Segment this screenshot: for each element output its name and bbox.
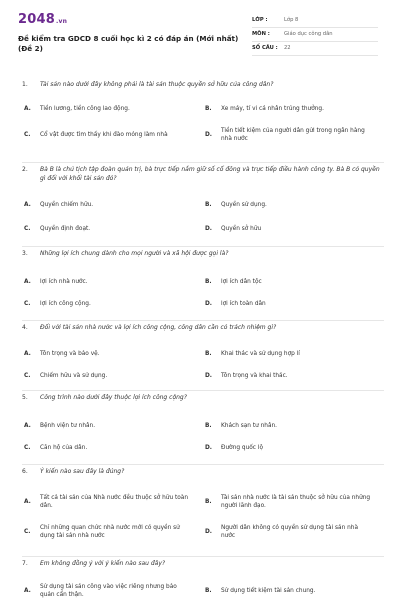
- answer-option-d[interactable]: [203, 293, 384, 315]
- meta-row-count: [252, 42, 378, 56]
- question-list: [22, 79, 384, 600]
- question-number: 1.: [22, 81, 28, 88]
- answer-option-d[interactable]: [203, 517, 384, 547]
- option-text: Tiền lương, tiền công lao động.: [40, 105, 130, 112]
- option-letter: A.: [24, 350, 31, 357]
- option-text: Quyền sử dụng.: [221, 202, 267, 208]
- meta-value[interactable]: Lớp 8: [284, 17, 299, 23]
- option-letter: B.: [205, 498, 212, 505]
- option-text: Bệnh viện tư nhân.: [40, 422, 96, 429]
- question-text: Bà B là chủ tịch tập đoàn quản trị, bà trực tiếp nắm giữ số cổ đông và trực tiếp điều hành công ty. Bà B có quyền gì đối với khối tài sản đó?: [40, 166, 380, 182]
- option-text: Đường quốc lộ: [221, 444, 263, 451]
- answer-option-b[interactable]: [203, 343, 384, 365]
- question-5: [22, 391, 384, 465]
- option-letter: A.: [24, 587, 31, 594]
- meta-row-subject: [252, 28, 378, 42]
- option-text: Quyền định đoạt.: [40, 226, 91, 232]
- option-text: lợi ích nhà nước.: [40, 278, 88, 285]
- option-text: Tài sản nhà nước là tài sản thuộc sở hữu của những người lãnh đạo.: [221, 494, 371, 509]
- meta-value[interactable]: Giáo dục công dân: [284, 31, 333, 37]
- option-text: Tất cả tài sản của Nhà nước đều thuộc sở hữu toàn dân.: [40, 494, 189, 509]
- option-letter: D.: [205, 300, 213, 307]
- logo-sub: .vn: [55, 18, 68, 25]
- answer-option-a[interactable]: [22, 487, 203, 517]
- option-letter: D.: [205, 226, 213, 232]
- option-letter: D.: [205, 444, 213, 451]
- question-number: 7.: [22, 560, 28, 567]
- answer-option-b[interactable]: [203, 579, 384, 600]
- question-3: [22, 247, 384, 321]
- question-text: Em không đồng ý với ý kiến nào sau đây?: [40, 560, 166, 567]
- question-text: Đối với tài sản nhà nước và lợi ích công cộng, công dân cần có trách nhiệm gì?: [40, 324, 277, 331]
- question-number: 3.: [22, 250, 28, 257]
- page-title: Đề kiểm tra GDCD 8 cuối học kì 2 có đáp án (Mới nhất)(Đề 2): [18, 34, 239, 53]
- option-text: Sử dụng tài sản công vào việc riêng nhưng bảo quản cẩn thận.: [40, 583, 177, 598]
- option-letter: D.: [205, 372, 213, 379]
- question-4: [22, 321, 384, 391]
- option-text: Chiếm hữu và sử dụng.: [40, 372, 108, 379]
- option-text: Sử dụng tiết kiệm tài sản chung.: [221, 587, 316, 594]
- option-text: Người dân không có quyền sử dụng tài sản nhà nước: [221, 524, 359, 539]
- answer-option-a[interactable]: [22, 579, 203, 600]
- option-text: lợi ích công cộng.: [40, 300, 91, 307]
- answer-option-d[interactable]: [203, 437, 384, 459]
- question-number: 6.: [22, 468, 28, 475]
- option-letter: C.: [24, 528, 31, 535]
- answer-option-b[interactable]: [203, 100, 384, 118]
- meta-label: LỚP :: [252, 17, 268, 23]
- option-text: Tôn trọng và khai thác.: [221, 372, 288, 379]
- question-number: 4.: [22, 324, 28, 331]
- option-letter: B.: [205, 350, 212, 357]
- answer-option-d[interactable]: [203, 217, 384, 241]
- question-text: Tài sản nào dưới đây không phải là tài sản thuộc quyền sở hữu của công dân?: [40, 81, 274, 88]
- meta-label: SỐ CÂU :: [252, 45, 278, 51]
- option-letter: A.: [24, 278, 31, 285]
- logo-main: 2048: [18, 12, 55, 27]
- option-text: Xe máy, tí vi cá nhân trúng thưởng.: [221, 105, 324, 112]
- answer-option-d[interactable]: [203, 365, 384, 387]
- option-letter: C.: [24, 226, 31, 232]
- option-letter: D.: [205, 528, 213, 535]
- answer-option-c[interactable]: [22, 122, 203, 148]
- option-text: Cổ vật được tìm thấy khi đào móng làm nhà: [40, 131, 168, 138]
- option-letter: B.: [205, 422, 212, 429]
- meta-row-class: [252, 14, 378, 28]
- answer-option-c[interactable]: [22, 365, 203, 387]
- option-letter: A.: [24, 498, 31, 505]
- option-text: Chỉ những quan chức nhà nước mới có quyền sử dụng tài sản nhà nước: [40, 524, 180, 539]
- site-logo[interactable]: [18, 12, 67, 27]
- option-text: Quyền chiếm hữu.: [40, 202, 94, 208]
- answer-option-c[interactable]: [22, 437, 203, 459]
- option-letter: B.: [205, 587, 212, 594]
- answer-option-c[interactable]: [22, 517, 203, 547]
- option-letter: D.: [205, 131, 213, 138]
- option-text: lợi ích toàn dân: [221, 300, 266, 307]
- answer-option-d[interactable]: [203, 122, 384, 148]
- option-letter: C.: [24, 300, 31, 307]
- answer-option-a[interactable]: [22, 100, 203, 118]
- option-text: Quyền sở hữu: [221, 226, 262, 232]
- option-letter: B.: [205, 278, 212, 285]
- answer-option-b[interactable]: [203, 193, 384, 217]
- question-number: 5.: [22, 394, 28, 401]
- answer-option-a[interactable]: [22, 415, 203, 437]
- answer-option-b[interactable]: [203, 487, 384, 517]
- answer-option-a[interactable]: [22, 193, 203, 217]
- option-text: Khách sạn tư nhân.: [221, 422, 278, 429]
- option-letter: C.: [24, 131, 31, 138]
- option-text: lợi ích dân tộc: [221, 278, 262, 285]
- option-letter: A.: [24, 422, 31, 429]
- question-7: [22, 557, 384, 600]
- question-text: Ý kiến nào sau đây là đúng?: [40, 468, 125, 475]
- meta-value: 22: [284, 45, 291, 51]
- option-letter: B.: [205, 202, 212, 208]
- option-letter: A.: [24, 105, 31, 112]
- option-text: Tôn trọng và bảo vệ.: [40, 350, 100, 357]
- answer-option-a[interactable]: [22, 343, 203, 365]
- option-letter: B.: [205, 105, 212, 112]
- option-text: Tiền tiết kiệm của người dân gửi trong ngân hàng nhà nước: [221, 127, 365, 142]
- answer-option-b[interactable]: [203, 271, 384, 293]
- question-2: [22, 163, 384, 247]
- option-text: Khai thác và sử dụng hợp lí: [221, 350, 300, 357]
- question-number: 2.: [22, 166, 28, 173]
- question-1: [22, 79, 384, 163]
- meta-label: MÔN :: [252, 31, 270, 37]
- answer-option-b[interactable]: [203, 415, 384, 437]
- option-text: Căn hộ của dân.: [40, 444, 88, 451]
- question-6: [22, 465, 384, 557]
- question-text: Công trình nào dưới đây thuộc lợi ích công cộng?: [40, 394, 187, 401]
- option-letter: C.: [24, 372, 31, 379]
- question-text: Những lợi ích chung dành cho mọi người và xã hội được gọi là?: [40, 250, 229, 257]
- answer-option-c[interactable]: [22, 293, 203, 315]
- answer-option-c[interactable]: [22, 217, 203, 241]
- option-letter: A.: [24, 202, 31, 208]
- meta-panel: [252, 14, 378, 56]
- answer-option-a[interactable]: [22, 271, 203, 293]
- option-letter: C.: [24, 444, 31, 451]
